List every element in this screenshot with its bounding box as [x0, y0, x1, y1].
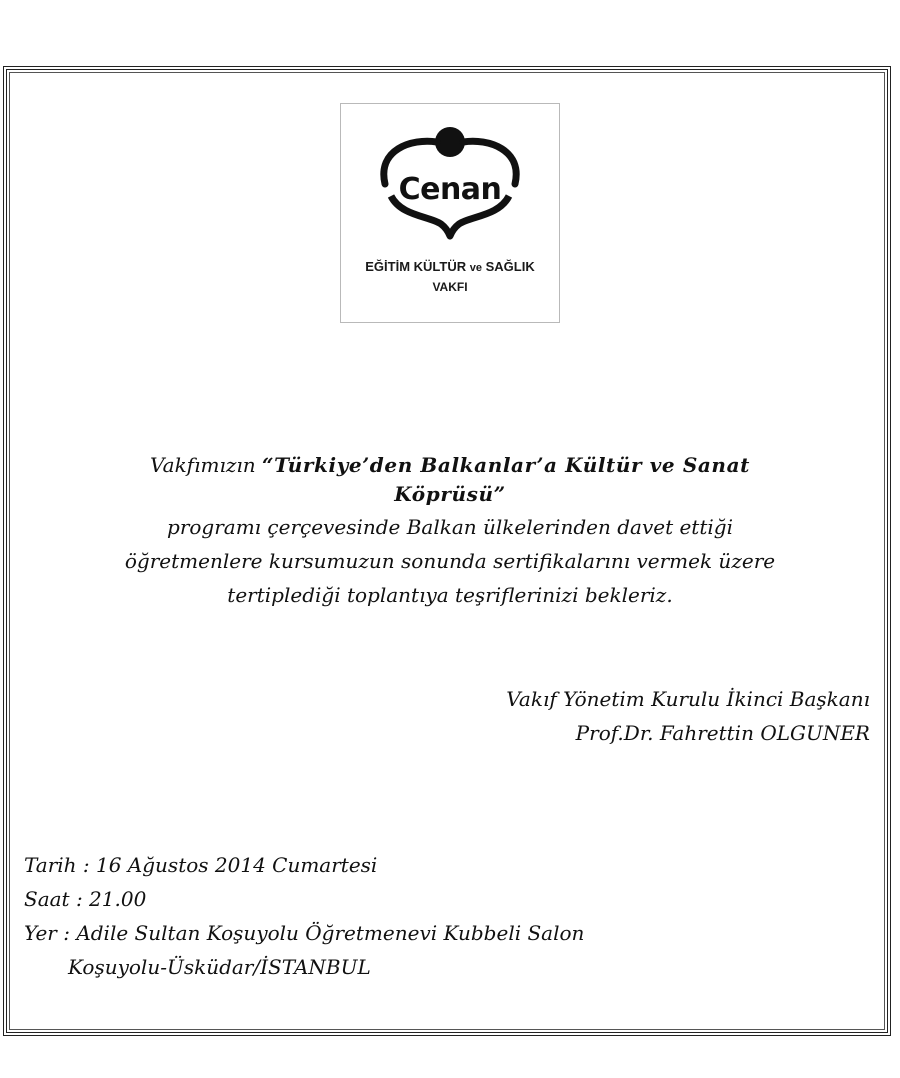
invitation-line-4: tertiplediği toplantıya teşriflerinizi bekleriz.	[227, 583, 673, 607]
logo-org-text-c: SAĞLIK	[485, 259, 535, 274]
program-title: “Türkiye’den Balkanlar’a Kültür ve Sanat	[262, 453, 750, 477]
invitation-line-1	[20, 448, 880, 482]
invitation-line-2: programı çerçevesinde Balkan ülkelerinden davet ettiği	[167, 515, 733, 539]
logo-org-line2: VAKFI	[432, 280, 468, 294]
event-city: Koşuyolu-Üsküdar/İSTANBUL	[68, 955, 371, 979]
logo-org-text-b: ve	[469, 262, 482, 274]
event-time: Saat : 21.00	[24, 887, 147, 911]
invitation-body	[20, 448, 880, 612]
logo-wordmark: Cenan	[398, 172, 502, 207]
signatory-role: Vakıf Yönetim Kurulu İkinci Başkanı	[506, 687, 870, 711]
foundation-logo	[340, 103, 560, 323]
signatory-name: Prof.Dr. Fahrettin OLGUNER	[575, 721, 870, 745]
logo-org-text-a: EĞİTİM KÜLTÜR	[365, 259, 467, 274]
event-details	[24, 848, 584, 984]
signature-block	[506, 682, 870, 750]
invitation-line-3: öğretmenlere kursumuzun sonunda sertifikalarını vermek üzere	[124, 549, 776, 573]
event-venue: Yer : Adile Sultan Koşuyolu Öğretmenevi Kubbeli Salon	[24, 921, 585, 945]
event-date: Tarih : 16 Ağustos 2014 Cumartesi	[24, 853, 378, 877]
invitation-intro: Vakfımızın	[150, 453, 256, 477]
program-title-continued: Köprüsü”	[394, 482, 506, 506]
logo-org-line1	[341, 259, 559, 274]
